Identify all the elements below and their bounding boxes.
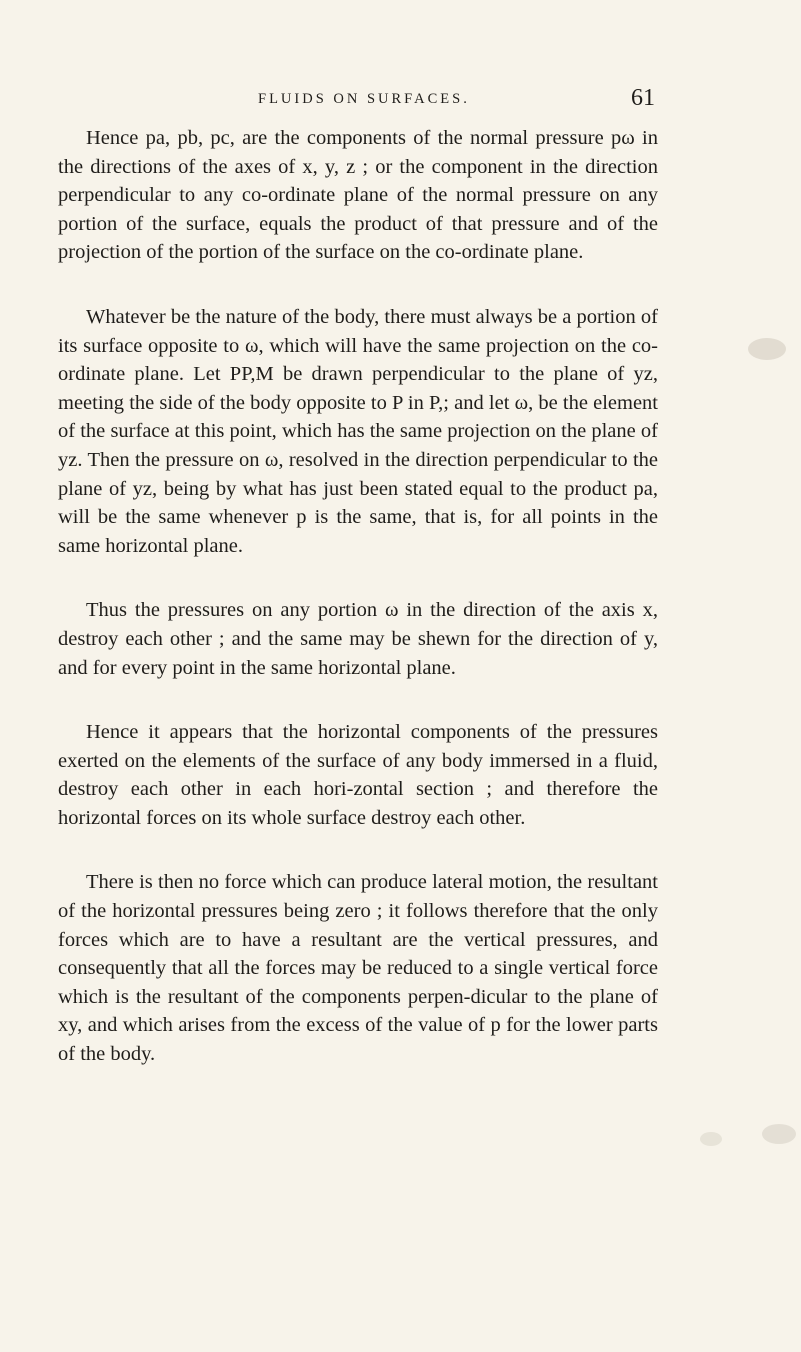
paragraph-5: There is then no force which can produce lateral motion, the resultant of the horizontal pressures being zero ; it follows therefore that the only forces which are to have a resultant are the vertical pressures, and consequently that all the forces may be reduced to a single vertical force which is the resultant of the components perpen-dicular to the plane of xy, and which arises from the excess of the value of p for the lower parts of the body. — [58, 871, 658, 1066]
paragraph-3: Thus the pressures on any portion ω in the direction of the axis x, destroy each other ; and the same may be shewn for the direction of y, and for every point in the same horizontal plane. — [58, 599, 658, 679]
page-number: 61 — [631, 85, 655, 111]
paper-speck — [762, 1124, 796, 1144]
running-head: FLUIDS ON SURFACES. — [258, 91, 470, 107]
paragraph-4: Hence it appears that the horizontal components of the pressures exerted on the elements of the surface of any body immersed in a fluid, destroy each other in each hori-zontal section ; and therefore the horizontal forces on its whole surface destroy each other. — [58, 721, 658, 829]
paragraph-2: Whatever be the nature of the body, there must always be a portion of its surface opposite to ω, which will have the same projection on the co-ordinate plane. Let PP,M be drawn perpendicular to the plane of yz, meeting the side of the body opposite to P in P,; and let ω, be the element of the surface at this point, which has the same projection on the plane of yz. Then the pressure on ω, resolved in the direction perpendicular to the plane of yz, being by what has just been stated equal to the product pa, will be the same whenever p is the same, that is, for all points in the same horizontal plane. — [58, 305, 658, 557]
page-header — [258, 86, 655, 112]
body-text — [58, 124, 658, 1069]
paragraph-1: Hence pa, pb, pc, are the components of the normal pressure pω in the directions of the axes of x, y, z ; or the component in the direction perpendicular to any co-ordinate plane of the normal pressure on any portion of the surface, equals the product of that pressure and of the projection of the portion of the surface on the co-ordinate plane. — [58, 127, 658, 264]
paper-speck — [700, 1132, 722, 1146]
paper-speck — [748, 338, 786, 360]
